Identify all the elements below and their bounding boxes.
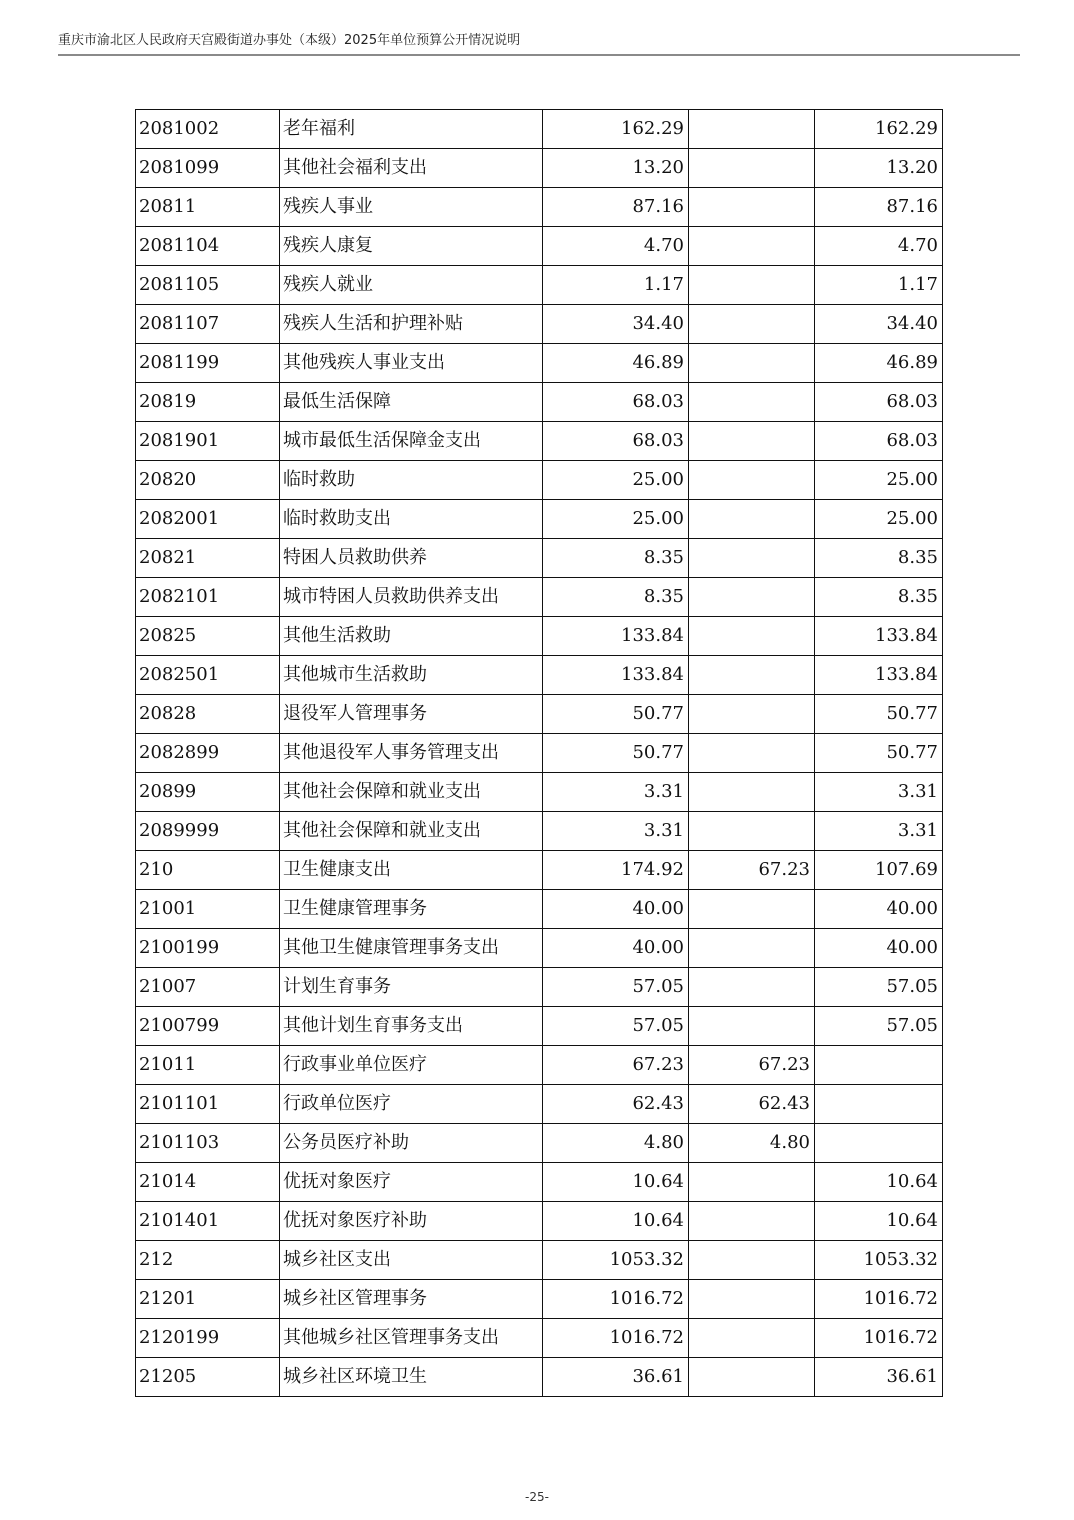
row-total-cell: 40.00 (543, 929, 689, 968)
row-name-cell: 卫生健康支出 (280, 851, 543, 890)
row-basic-cell (689, 149, 815, 188)
row-project-cell: 25.00 (815, 500, 943, 539)
table-row (136, 1085, 943, 1124)
row-name-cell: 临时救助支出 (280, 500, 543, 539)
table-row (136, 227, 943, 266)
row-code-cell: 2081901 (136, 422, 280, 461)
row-project-cell: 1.17 (815, 266, 943, 305)
row-basic-cell (689, 578, 815, 617)
row-basic-cell: 67.23 (689, 851, 815, 890)
row-code-cell: 20821 (136, 539, 280, 578)
row-project-cell: 40.00 (815, 890, 943, 929)
row-project-cell: 8.35 (815, 578, 943, 617)
row-basic-cell (689, 656, 815, 695)
row-name-cell: 公务员医疗补助 (280, 1124, 543, 1163)
row-total-cell: 50.77 (543, 695, 689, 734)
row-basic-cell: 4.80 (689, 1124, 815, 1163)
row-name-cell: 临时救助 (280, 461, 543, 500)
row-name-cell: 其他残疾人事业支出 (280, 344, 543, 383)
row-project-cell: 3.31 (815, 812, 943, 851)
row-project-cell: 68.03 (815, 383, 943, 422)
row-code-cell: 2082001 (136, 500, 280, 539)
row-basic-cell: 67.23 (689, 1046, 815, 1085)
row-code-cell: 2081107 (136, 305, 280, 344)
row-project-cell: 68.03 (815, 422, 943, 461)
table-row (136, 812, 943, 851)
row-total-cell: 57.05 (543, 968, 689, 1007)
row-total-cell: 8.35 (543, 578, 689, 617)
row-name-cell: 城市特困人员救助供养支出 (280, 578, 543, 617)
row-basic-cell (689, 1319, 815, 1358)
row-name-cell: 最低生活保障 (280, 383, 543, 422)
row-code-cell: 2101103 (136, 1124, 280, 1163)
row-basic-cell (689, 929, 815, 968)
table-row (136, 1046, 943, 1085)
row-code-cell: 21201 (136, 1280, 280, 1319)
row-project-cell: 40.00 (815, 929, 943, 968)
table-row (136, 929, 943, 968)
table-row (136, 188, 943, 227)
row-total-cell: 67.23 (543, 1046, 689, 1085)
row-total-cell: 36.61 (543, 1358, 689, 1397)
table-row (136, 461, 943, 500)
table-row (136, 695, 943, 734)
row-name-cell: 残疾人事业 (280, 188, 543, 227)
row-basic-cell (689, 383, 815, 422)
row-basic-cell (689, 539, 815, 578)
row-total-cell: 4.70 (543, 227, 689, 266)
row-code-cell: 212 (136, 1241, 280, 1280)
row-name-cell: 优抚对象医疗补助 (280, 1202, 543, 1241)
row-total-cell: 1.17 (543, 266, 689, 305)
row-project-cell: 1053.32 (815, 1241, 943, 1280)
row-project-cell: 3.31 (815, 773, 943, 812)
table-row (136, 1163, 943, 1202)
row-total-cell: 25.00 (543, 461, 689, 500)
row-code-cell: 2081105 (136, 266, 280, 305)
table-row (136, 1241, 943, 1280)
row-code-cell: 20820 (136, 461, 280, 500)
row-name-cell: 其他城乡社区管理事务支出 (280, 1319, 543, 1358)
row-project-cell: 57.05 (815, 968, 943, 1007)
row-code-cell: 20819 (136, 383, 280, 422)
table-row (136, 383, 943, 422)
row-total-cell: 62.43 (543, 1085, 689, 1124)
table-row (136, 539, 943, 578)
budget-table (135, 109, 943, 1397)
row-basic-cell (689, 968, 815, 1007)
row-basic-cell (689, 1280, 815, 1319)
table-row (136, 500, 943, 539)
row-project-cell: 10.64 (815, 1163, 943, 1202)
row-code-cell: 2089999 (136, 812, 280, 851)
row-name-cell: 优抚对象医疗 (280, 1163, 543, 1202)
row-project-cell: 1016.72 (815, 1280, 943, 1319)
row-basic-cell (689, 227, 815, 266)
row-code-cell: 21011 (136, 1046, 280, 1085)
row-basic-cell (689, 734, 815, 773)
row-code-cell: 2120199 (136, 1319, 280, 1358)
row-code-cell: 20899 (136, 773, 280, 812)
row-total-cell: 13.20 (543, 149, 689, 188)
row-total-cell: 68.03 (543, 383, 689, 422)
row-code-cell: 2101101 (136, 1085, 280, 1124)
table-row (136, 1358, 943, 1397)
row-total-cell: 133.84 (543, 617, 689, 656)
row-total-cell: 1016.72 (543, 1319, 689, 1358)
row-code-cell: 21001 (136, 890, 280, 929)
row-total-cell: 1053.32 (543, 1241, 689, 1280)
row-basic-cell (689, 344, 815, 383)
row-basic-cell (689, 110, 815, 149)
row-total-cell: 40.00 (543, 890, 689, 929)
row-total-cell: 57.05 (543, 1007, 689, 1046)
row-basic-cell (689, 422, 815, 461)
page-number: -25- (525, 1490, 549, 1504)
row-project-cell: 10.64 (815, 1202, 943, 1241)
row-basic-cell (689, 890, 815, 929)
row-name-cell: 城乡社区环境卫生 (280, 1358, 543, 1397)
row-project-cell: 36.61 (815, 1358, 943, 1397)
row-name-cell: 退役军人管理事务 (280, 695, 543, 734)
table-row (136, 890, 943, 929)
table-row (136, 266, 943, 305)
row-total-cell: 10.64 (543, 1163, 689, 1202)
table-row (136, 773, 943, 812)
row-basic-cell: 62.43 (689, 1085, 815, 1124)
row-name-cell: 城乡社区支出 (280, 1241, 543, 1280)
row-basic-cell (689, 1358, 815, 1397)
row-code-cell: 20811 (136, 188, 280, 227)
row-name-cell: 行政单位医疗 (280, 1085, 543, 1124)
row-basic-cell (689, 188, 815, 227)
row-code-cell: 2081199 (136, 344, 280, 383)
row-code-cell: 20825 (136, 617, 280, 656)
header-divider (58, 54, 1020, 56)
row-project-cell: 25.00 (815, 461, 943, 500)
row-code-cell: 2081099 (136, 149, 280, 188)
row-project-cell: 107.69 (815, 851, 943, 890)
row-total-cell: 50.77 (543, 734, 689, 773)
row-project-cell: 87.16 (815, 188, 943, 227)
row-name-cell: 卫生健康管理事务 (280, 890, 543, 929)
row-project-cell: 1016.72 (815, 1319, 943, 1358)
row-project-cell (815, 1046, 943, 1085)
row-name-cell: 其他退役军人事务管理支出 (280, 734, 543, 773)
row-total-cell: 87.16 (543, 188, 689, 227)
row-code-cell: 21014 (136, 1163, 280, 1202)
table-row (136, 1319, 943, 1358)
row-name-cell: 其他社会福利支出 (280, 149, 543, 188)
row-total-cell: 25.00 (543, 500, 689, 539)
row-project-cell: 50.77 (815, 695, 943, 734)
row-project-cell: 13.20 (815, 149, 943, 188)
row-name-cell: 其他卫生健康管理事务支出 (280, 929, 543, 968)
table-row (136, 344, 943, 383)
row-project-cell (815, 1085, 943, 1124)
row-name-cell: 老年福利 (280, 110, 543, 149)
row-code-cell: 2082899 (136, 734, 280, 773)
row-code-cell: 2082501 (136, 656, 280, 695)
row-total-cell: 34.40 (543, 305, 689, 344)
row-name-cell: 特困人员救助供养 (280, 539, 543, 578)
table-row (136, 968, 943, 1007)
table-row (136, 851, 943, 890)
row-project-cell: 4.70 (815, 227, 943, 266)
table-body (136, 110, 943, 1397)
row-basic-cell (689, 461, 815, 500)
row-total-cell: 3.31 (543, 812, 689, 851)
row-name-cell: 其他生活救助 (280, 617, 543, 656)
row-name-cell: 其他计划生育事务支出 (280, 1007, 543, 1046)
row-name-cell: 计划生育事务 (280, 968, 543, 1007)
row-total-cell: 68.03 (543, 422, 689, 461)
table-row (136, 1124, 943, 1163)
row-code-cell: 21205 (136, 1358, 280, 1397)
row-name-cell: 其他社会保障和就业支出 (280, 773, 543, 812)
row-project-cell (815, 1124, 943, 1163)
table-row (136, 734, 943, 773)
row-basic-cell (689, 773, 815, 812)
row-code-cell: 21007 (136, 968, 280, 1007)
row-code-cell: 20828 (136, 695, 280, 734)
row-basic-cell (689, 1007, 815, 1046)
table-row (136, 149, 943, 188)
row-total-cell: 4.80 (543, 1124, 689, 1163)
table-row (136, 578, 943, 617)
row-project-cell: 8.35 (815, 539, 943, 578)
row-basic-cell (689, 266, 815, 305)
row-basic-cell (689, 1202, 815, 1241)
row-project-cell: 57.05 (815, 1007, 943, 1046)
row-project-cell: 162.29 (815, 110, 943, 149)
row-name-cell: 残疾人生活和护理补贴 (280, 305, 543, 344)
row-code-cell: 210 (136, 851, 280, 890)
row-total-cell: 162.29 (543, 110, 689, 149)
row-basic-cell (689, 617, 815, 656)
table-row (136, 1280, 943, 1319)
row-total-cell: 10.64 (543, 1202, 689, 1241)
table-row (136, 1007, 943, 1046)
row-basic-cell (689, 812, 815, 851)
row-basic-cell (689, 500, 815, 539)
row-basic-cell (689, 1241, 815, 1280)
table-row (136, 110, 943, 149)
row-name-cell: 城市最低生活保障金支出 (280, 422, 543, 461)
row-code-cell: 2081002 (136, 110, 280, 149)
row-project-cell: 46.89 (815, 344, 943, 383)
table-row (136, 656, 943, 695)
row-code-cell: 2100799 (136, 1007, 280, 1046)
row-project-cell: 133.84 (815, 617, 943, 656)
row-total-cell: 46.89 (543, 344, 689, 383)
row-name-cell: 残疾人就业 (280, 266, 543, 305)
row-project-cell: 50.77 (815, 734, 943, 773)
page-header-title: 重庆市渝北区人民政府天宫殿街道办事处（本级）2025年单位预算公开情况说明 (58, 33, 521, 48)
table-row (136, 617, 943, 656)
row-code-cell: 2082101 (136, 578, 280, 617)
table-row (136, 1202, 943, 1241)
row-total-cell: 1016.72 (543, 1280, 689, 1319)
row-name-cell: 行政事业单位医疗 (280, 1046, 543, 1085)
row-name-cell: 残疾人康复 (280, 227, 543, 266)
row-total-cell: 3.31 (543, 773, 689, 812)
row-code-cell: 2101401 (136, 1202, 280, 1241)
row-name-cell: 城乡社区管理事务 (280, 1280, 543, 1319)
row-project-cell: 34.40 (815, 305, 943, 344)
row-basic-cell (689, 305, 815, 344)
row-basic-cell (689, 695, 815, 734)
table-row (136, 422, 943, 461)
row-total-cell: 133.84 (543, 656, 689, 695)
table-row (136, 305, 943, 344)
row-code-cell: 2100199 (136, 929, 280, 968)
row-project-cell: 133.84 (815, 656, 943, 695)
row-name-cell: 其他社会保障和就业支出 (280, 812, 543, 851)
row-total-cell: 174.92 (543, 851, 689, 890)
row-total-cell: 8.35 (543, 539, 689, 578)
row-code-cell: 2081104 (136, 227, 280, 266)
row-basic-cell (689, 1163, 815, 1202)
row-name-cell: 其他城市生活救助 (280, 656, 543, 695)
